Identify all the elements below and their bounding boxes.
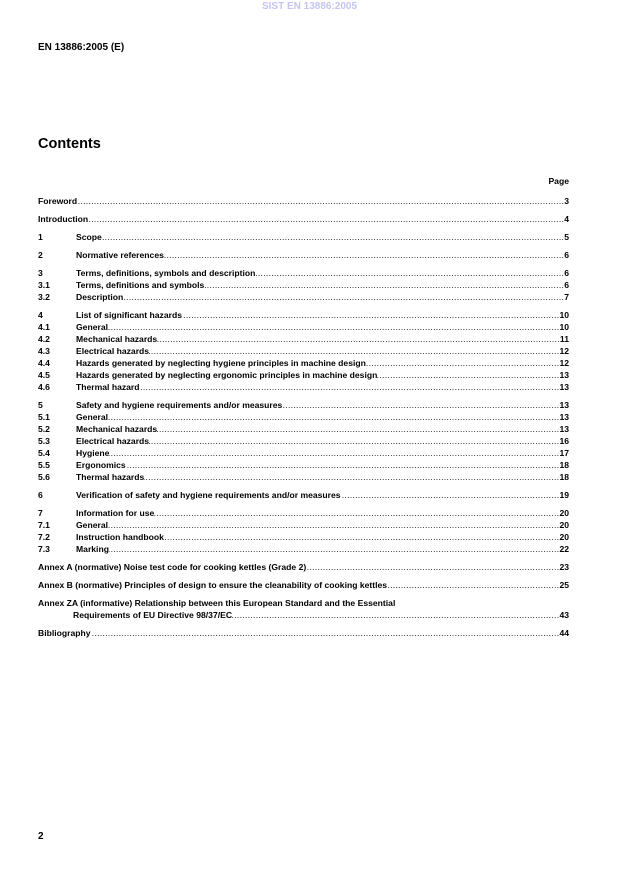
toc-entry-number: 4.4 bbox=[38, 358, 50, 368]
toc-group bbox=[38, 309, 569, 393]
toc-group bbox=[38, 597, 569, 621]
page-number: 2 bbox=[38, 831, 44, 842]
toc-entry-page: 43 bbox=[559, 610, 569, 620]
toc-group bbox=[38, 195, 569, 207]
toc-entry-page: 13 bbox=[559, 382, 569, 392]
toc-entry-page: 20 bbox=[559, 508, 569, 518]
toc-entry[interactable] bbox=[38, 309, 569, 321]
toc-entry-page: 13 bbox=[559, 424, 569, 434]
toc-entry-title: Thermal hazards bbox=[76, 472, 145, 482]
toc-entry-title: General bbox=[76, 322, 109, 332]
toc-entry-title: Annex A (normative) Noise test code for cooking kettles (Grade 2) bbox=[38, 562, 307, 572]
toc-entry[interactable] bbox=[38, 345, 569, 357]
toc-entry[interactable] bbox=[38, 435, 569, 447]
toc-entry-title: Ergonomics bbox=[76, 460, 126, 470]
toc-entry-title: List of significant hazards bbox=[76, 310, 183, 320]
toc-entry-number: 5.3 bbox=[38, 436, 50, 446]
toc-entry[interactable] bbox=[38, 627, 569, 639]
toc-entry[interactable] bbox=[38, 507, 569, 519]
toc-entry-page: 17 bbox=[559, 448, 569, 458]
toc-entry-title: General bbox=[76, 520, 109, 530]
toc-entry-title: Terms, definitions, symbols and description bbox=[76, 268, 256, 278]
toc-entry-page: 20 bbox=[559, 532, 569, 542]
toc-entry-page: 7 bbox=[564, 292, 569, 302]
toc-entry-title-continuation: Requirements of EU Directive 98/37/EC bbox=[73, 610, 233, 620]
toc-entry-page: 6 bbox=[564, 280, 569, 290]
dot-leader bbox=[144, 471, 559, 483]
toc-entry[interactable] bbox=[38, 579, 569, 591]
toc-entry-page: 25 bbox=[559, 580, 569, 590]
toc-group bbox=[38, 579, 569, 591]
toc-entry-number: 7.3 bbox=[38, 544, 50, 554]
toc-group bbox=[38, 627, 569, 639]
toc-entry-title: Mechanical hazards bbox=[76, 334, 158, 344]
dot-leader bbox=[164, 531, 560, 543]
toc-entry-title: Normative references bbox=[76, 250, 164, 260]
dot-leader bbox=[108, 321, 559, 333]
toc-entry-page: 16 bbox=[559, 436, 569, 446]
document-id: EN 13886:2005 (E) bbox=[38, 42, 125, 53]
toc-entry-number: 1 bbox=[38, 232, 43, 242]
toc-entry-page: 22 bbox=[559, 544, 569, 554]
toc-entry-number: 3.2 bbox=[38, 292, 50, 302]
toc-entry-title: Mechanical hazards bbox=[76, 424, 158, 434]
toc-entry-page: 19 bbox=[559, 490, 569, 500]
toc-entry-title: Information for use bbox=[76, 508, 155, 518]
toc-entry[interactable] bbox=[38, 447, 569, 459]
toc-entry-page: 44 bbox=[559, 628, 569, 638]
toc-entry-number: 4.2 bbox=[38, 334, 50, 344]
toc-entry-title: Hazards generated by neglecting hygiene principles in machine design bbox=[76, 358, 366, 368]
toc-entry[interactable] bbox=[38, 213, 569, 225]
toc-entry[interactable] bbox=[38, 423, 569, 435]
toc-entry-page: 23 bbox=[559, 562, 569, 572]
dot-leader bbox=[123, 291, 564, 303]
toc-entry[interactable] bbox=[38, 489, 569, 501]
toc-entry-page: 3 bbox=[564, 196, 569, 206]
toc-entry-title: Description bbox=[76, 292, 124, 302]
toc-entry-title: Annex B (normative) Principles of design to ensure the cleanability of cooking kettles bbox=[38, 580, 388, 590]
toc-entry-number: 5.1 bbox=[38, 412, 50, 422]
dot-leader bbox=[341, 489, 560, 501]
toc-group bbox=[38, 489, 569, 501]
toc-entry-title: Electrical hazards bbox=[76, 436, 150, 446]
toc-group bbox=[38, 399, 569, 483]
dot-leader bbox=[154, 507, 559, 519]
dot-leader bbox=[282, 399, 559, 411]
toc-entry-page: 13 bbox=[559, 412, 569, 422]
toc-entry-page: 5 bbox=[564, 232, 569, 242]
dot-leader bbox=[306, 561, 559, 573]
toc-entry[interactable] bbox=[38, 471, 569, 483]
dot-leader bbox=[157, 423, 559, 435]
toc-entry-page: 18 bbox=[559, 472, 569, 482]
toc-entry[interactable] bbox=[38, 267, 569, 279]
table-of-contents bbox=[38, 195, 569, 645]
toc-entry-title: Thermal hazard bbox=[76, 382, 140, 392]
toc-entry-title: Terms, definitions and symbols bbox=[76, 280, 205, 290]
dot-leader bbox=[109, 543, 559, 555]
toc-entry-title: Annex ZA (informative) Relationship between this European Standard and the Essential bbox=[38, 598, 396, 608]
toc-entry-number: 5.5 bbox=[38, 460, 50, 470]
toc-entry-number: 6 bbox=[38, 490, 43, 500]
toc-entry-page: 12 bbox=[559, 358, 569, 368]
toc-entry-title: Scope bbox=[76, 232, 102, 242]
dot-leader bbox=[109, 447, 559, 459]
dot-leader bbox=[77, 195, 564, 207]
toc-entry-title: Electrical hazards bbox=[76, 346, 150, 356]
toc-entry-title: Hygiene bbox=[76, 448, 110, 458]
watermark: SIST EN 13886:2005 bbox=[261, 1, 358, 12]
toc-entry[interactable] bbox=[38, 561, 569, 573]
dot-leader bbox=[232, 609, 559, 621]
toc-entry[interactable] bbox=[38, 531, 569, 543]
toc-entry[interactable] bbox=[38, 291, 569, 303]
toc-entry[interactable] bbox=[38, 597, 569, 609]
toc-entry[interactable] bbox=[38, 321, 569, 333]
toc-entry-number: 5.2 bbox=[38, 424, 50, 434]
toc-entry[interactable] bbox=[38, 411, 569, 423]
toc-entry-number: 5.4 bbox=[38, 448, 50, 458]
dot-leader bbox=[91, 627, 560, 639]
toc-entry-page: 13 bbox=[559, 400, 569, 410]
toc-entry-number: 7 bbox=[38, 508, 43, 518]
page-column-heading: Page bbox=[548, 176, 569, 186]
toc-entry[interactable] bbox=[38, 459, 569, 471]
toc-entry[interactable] bbox=[38, 543, 569, 555]
dot-leader bbox=[204, 279, 564, 291]
toc-entry-continuation[interactable] bbox=[38, 609, 569, 621]
toc-entry-number: 3.1 bbox=[38, 280, 50, 290]
dot-leader bbox=[164, 249, 564, 261]
toc-entry-page: 20 bbox=[559, 520, 569, 530]
toc-entry-number: 4.1 bbox=[38, 322, 50, 332]
toc-entry-number: 7.2 bbox=[38, 532, 50, 542]
dot-leader bbox=[149, 345, 559, 357]
dot-leader bbox=[387, 579, 559, 591]
toc-entry[interactable] bbox=[38, 399, 569, 411]
toc-entry-number: 4 bbox=[38, 310, 43, 320]
toc-entry-page: 10 bbox=[559, 322, 569, 332]
toc-entry[interactable] bbox=[38, 249, 569, 261]
toc-entry-title: Safety and hygiene requirements and/or measures bbox=[76, 400, 283, 410]
dot-leader bbox=[102, 231, 564, 243]
toc-entry[interactable] bbox=[38, 333, 569, 345]
page-title: Contents bbox=[38, 136, 101, 152]
toc-entry-page: 6 bbox=[564, 250, 569, 260]
toc-entry-page: 4 bbox=[564, 214, 569, 224]
toc-entry[interactable] bbox=[38, 357, 569, 369]
toc-entry-number: 4.5 bbox=[38, 370, 50, 380]
toc-group bbox=[38, 507, 569, 555]
toc-group bbox=[38, 561, 569, 573]
toc-entry[interactable] bbox=[38, 381, 569, 393]
toc-entry-page: 11 bbox=[559, 334, 569, 344]
toc-group bbox=[38, 231, 569, 243]
toc-entry-title: Hazards generated by neglecting ergonomic principles in machine design bbox=[76, 370, 378, 380]
toc-group bbox=[38, 249, 569, 261]
toc-group bbox=[38, 267, 569, 303]
toc-entry[interactable] bbox=[38, 369, 569, 381]
toc-entry-page: 18 bbox=[559, 460, 569, 470]
toc-entry-title: Introduction bbox=[38, 214, 89, 224]
toc-entry[interactable] bbox=[38, 195, 569, 207]
toc-group bbox=[38, 213, 569, 225]
toc-entry-title: Marking bbox=[76, 544, 109, 554]
dot-leader bbox=[366, 357, 560, 369]
toc-entry-title: Bibliography bbox=[38, 628, 91, 638]
dot-leader bbox=[182, 309, 559, 321]
toc-entry[interactable] bbox=[38, 231, 569, 243]
toc-entry-title: Verification of safety and hygiene requirements and/or measures bbox=[76, 490, 341, 500]
toc-entry-page: 12 bbox=[559, 346, 569, 356]
dot-leader bbox=[157, 333, 560, 345]
dot-leader bbox=[126, 459, 560, 471]
toc-entry-number: 5 bbox=[38, 400, 43, 410]
toc-entry[interactable] bbox=[38, 279, 569, 291]
toc-entry-number: 4.6 bbox=[38, 382, 50, 392]
dot-leader bbox=[149, 435, 559, 447]
dot-leader bbox=[88, 213, 564, 225]
toc-entry-page: 13 bbox=[559, 370, 569, 380]
dot-leader bbox=[108, 411, 559, 423]
toc-entry-number: 4.3 bbox=[38, 346, 50, 356]
toc-entry-number: 3 bbox=[38, 268, 43, 278]
toc-entry-page: 6 bbox=[564, 268, 569, 278]
dot-leader bbox=[108, 519, 559, 531]
toc-entry-page: 10 bbox=[559, 310, 569, 320]
dot-leader bbox=[377, 369, 559, 381]
dot-leader bbox=[255, 267, 564, 279]
toc-entry[interactable] bbox=[38, 519, 569, 531]
toc-entry-number: 2 bbox=[38, 250, 43, 260]
toc-entry-number: 5.6 bbox=[38, 472, 50, 482]
toc-entry-title: Foreword bbox=[38, 196, 78, 206]
toc-entry-title: Instruction handbook bbox=[76, 532, 164, 542]
toc-entry-number: 7.1 bbox=[38, 520, 50, 530]
dot-leader bbox=[140, 381, 560, 393]
toc-entry-title: General bbox=[76, 412, 109, 422]
